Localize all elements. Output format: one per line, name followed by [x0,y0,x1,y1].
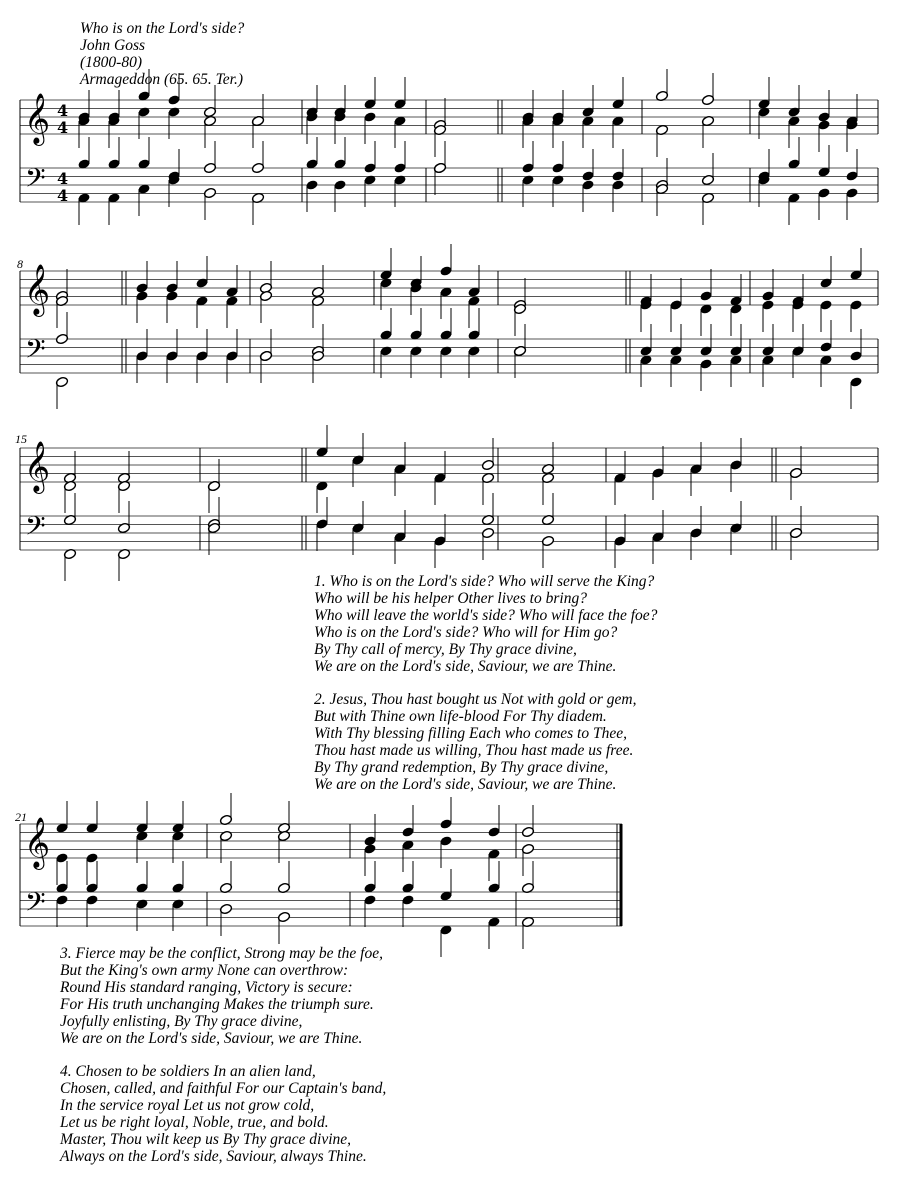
soprano-note [135,261,148,294]
bass-note [135,350,148,383]
bass-note [817,187,830,220]
bass-note [789,527,802,560]
soprano-note [787,85,800,118]
alto-note [849,299,862,332]
bass-note [581,179,594,212]
alto-note [363,111,376,144]
alto-note [845,119,858,152]
verse-line: But the King's own army None can overthrow: [60,961,349,979]
tenor-note [439,869,452,902]
system-2 [20,271,878,373]
verses-3-4 [60,946,386,1166]
verse-line: 1. Who is on the Lord's side? Who will serve the King? [314,573,655,590]
soprano-note [581,85,594,118]
verse-line: 4. Chosen to be soldiers In an alien land, [60,1063,316,1081]
alto-note [311,295,324,328]
tenor-note [171,861,184,894]
bass-note [107,192,120,225]
bass-note [117,548,130,581]
bass-clef: 𝄢 [25,162,46,200]
soprano-note [701,73,714,106]
soprano-note [315,425,328,458]
soprano-note [487,805,500,838]
bass-note [55,894,68,927]
soprano-note [439,244,452,277]
soprano-note [541,442,554,475]
soprano-note [311,265,324,298]
soprano-note [699,269,712,302]
soprano-note [203,85,216,118]
soprano-note [729,274,742,307]
soprano-note [167,73,180,106]
soprano-note [85,801,98,834]
verse-line: Who is on the Lord's side? Who will for Him go? [314,623,618,641]
bass-note [761,354,774,387]
tenor-note [845,149,858,182]
tenor-note [611,149,624,182]
time-signature-bottom: 4 [57,118,69,137]
soprano-note [521,805,534,838]
soprano-note [63,451,76,484]
alto-note [701,115,714,148]
bass-clef: 𝄢 [25,510,46,548]
alto-note [195,295,208,328]
soprano-note [439,797,452,830]
tenor-note [581,149,594,182]
verse-line: For His truth unchanging Makes the triumph sure. [60,995,374,1013]
bass-note [219,903,232,936]
bass-note [165,350,178,383]
verse-line: Thou hast made us willing, Thou hast made us free. [314,742,634,760]
alto-note [259,290,272,323]
bass-note [845,187,858,220]
bass-note [315,518,328,551]
bass-note [393,531,406,564]
bass-note [77,192,90,225]
bass-note [433,162,446,195]
verse-line: Chosen, called, and faithful For our Captain's band, [60,1080,387,1098]
bass-note [55,376,68,409]
measure-number-15: 15 [15,432,27,446]
bass-clef: 𝄢 [25,333,46,371]
verse-line: Who will be his helper Other lives to bring? [314,589,587,607]
composer-name: John Goss [80,37,146,54]
soprano-note [757,77,770,110]
alto-note [433,472,446,505]
soprano-note [817,90,830,123]
verse-line: We are on the Lord's side, Saviour, we are Thine. [60,1029,363,1047]
bass-staff [20,168,878,202]
alto-note [651,467,664,500]
alto-note [689,463,702,496]
verse-line: By Thy grand redemption, By Thy grace divine, [314,758,609,776]
bass-note [85,894,98,927]
soprano-note [225,265,238,298]
bass-note [787,192,800,225]
treble-clef: 𝄞 [24,441,51,492]
alto-note [729,459,742,492]
bass-note [401,894,414,927]
bass-note [655,183,668,216]
soprano-note [171,801,184,834]
time-signature-bottom: 4 [57,186,69,205]
soprano-note [819,256,832,289]
alto-note [165,290,178,323]
tenor-note [277,861,290,894]
verse-line [314,675,657,692]
soprano-note [135,801,148,834]
treble-staff [20,271,878,305]
alto-note [611,115,624,148]
bass-note [259,350,272,383]
verse-line: But with Thine own life-blood For Thy diadem. [314,708,607,726]
soprano-note [219,793,232,826]
verse-line: 2. Jesus, Thou hast bought us Not with gold or gem, [314,691,637,709]
soprano-note [165,261,178,294]
bass-note [481,527,494,560]
treble-clef: 𝄞 [24,264,51,315]
verse-line: Joyfully enlisting, By Thy grace divine, [60,1012,303,1030]
tenor-note [137,137,150,170]
soprano-note [379,248,392,281]
soprano-note [195,256,208,289]
bass-note [277,911,290,944]
verse-line: Round His standard ranging, Victory is secure: [60,978,353,996]
alto-note [439,835,452,868]
tenor-note [849,329,862,362]
bass-note [521,916,534,949]
bass-note [639,354,652,387]
time-signature-top: 4 [57,169,69,188]
alto-note [135,290,148,323]
bass-note [333,179,346,212]
soprano-note [849,248,862,281]
bass-note [611,179,624,212]
alto-note [225,295,238,328]
soprano-note [393,77,406,110]
treble-staff [20,100,878,134]
bass-note [849,376,862,409]
soprano-note [481,438,494,471]
bass-note [137,183,150,216]
soprano-note [117,451,130,484]
bass-staff [20,516,878,550]
tenor-note [219,861,232,894]
soprano-note [655,69,668,102]
verse-line: By Thy call of mercy, By Thy grace divine, [314,640,577,658]
bass-note [225,350,238,383]
composer-dates: (1800-80) [80,54,142,71]
treble-clef: 𝄞 [24,817,51,868]
measure-number-21: 21 [15,810,27,824]
bass-note [701,192,714,225]
tenor-note [379,308,392,341]
bass-note [819,354,832,387]
soprano-note [611,77,624,110]
bass-note [613,535,626,568]
soprano-note [55,801,68,834]
tune-name: Armageddon (65. 65. Ter.) [80,71,244,88]
verse-line: In the service royal Let us not grow cold, [60,1097,315,1115]
verse-line: 3. Fierce may be the conflict, Strong may be the foe, [60,945,383,962]
bass-note [689,527,702,560]
verse-line: Who will leave the world's side? Who will face the foe? [314,606,658,624]
tenor-note [363,141,376,174]
verses-1-2 [314,574,657,794]
bass-note [699,358,712,391]
treble-staff [20,448,878,482]
verse-line: With Thy blessing filling Each who comes to Thee, [314,725,627,743]
verse-line: We are on the Lord's side, Saviour, we are Thine. [314,657,617,675]
verse-line: Master, Thou wilt keep us By Thy grace divine, [60,1130,352,1148]
bass-note [305,179,318,212]
bass-note [363,894,376,927]
tenor-note [701,153,714,186]
treble-clef: 𝄞 [24,93,51,144]
bass-note [63,548,76,581]
final-barline-thick [620,824,623,926]
bass-note [487,916,500,949]
soprano-note [137,69,150,102]
bass-note [651,531,664,564]
tenor-note [135,861,148,894]
time-signature-top: 4 [57,101,69,120]
bass-note [541,535,554,568]
system-4 [20,824,623,926]
alto-note [393,463,406,496]
bass-note [439,924,452,957]
alto-note [613,472,626,505]
bass-note [311,350,324,383]
bass-note [203,187,216,220]
alto-note [581,115,594,148]
verse-line: Let us be right loyal, Noble, true, and bold. [60,1114,329,1132]
soprano-note [467,265,480,298]
hymn-title: Who is on the Lord's side? [80,20,245,37]
bass-note [433,535,446,568]
soprano-note [401,805,414,838]
soprano-note [363,814,376,847]
alto-note [655,124,668,157]
bass-note [195,350,208,383]
bass-clef: 𝄢 [25,886,46,924]
system-3 [20,448,878,550]
soprano-note [277,801,290,834]
verse-line [60,1047,386,1064]
alto-note [789,467,802,500]
bass-staff [20,339,878,373]
soprano-note [259,261,272,294]
bass-note [251,192,264,225]
bass-note [669,354,682,387]
soprano-note [363,77,376,110]
measure-number-8: 8 [17,257,23,271]
soprano-note [761,269,774,302]
verse-line: Always on the Lord's side, Saviour, always Thine. [60,1147,367,1165]
bass-note [729,354,742,387]
verse-line: We are on the Lord's side, Saviour, we are Thine. [314,775,617,793]
